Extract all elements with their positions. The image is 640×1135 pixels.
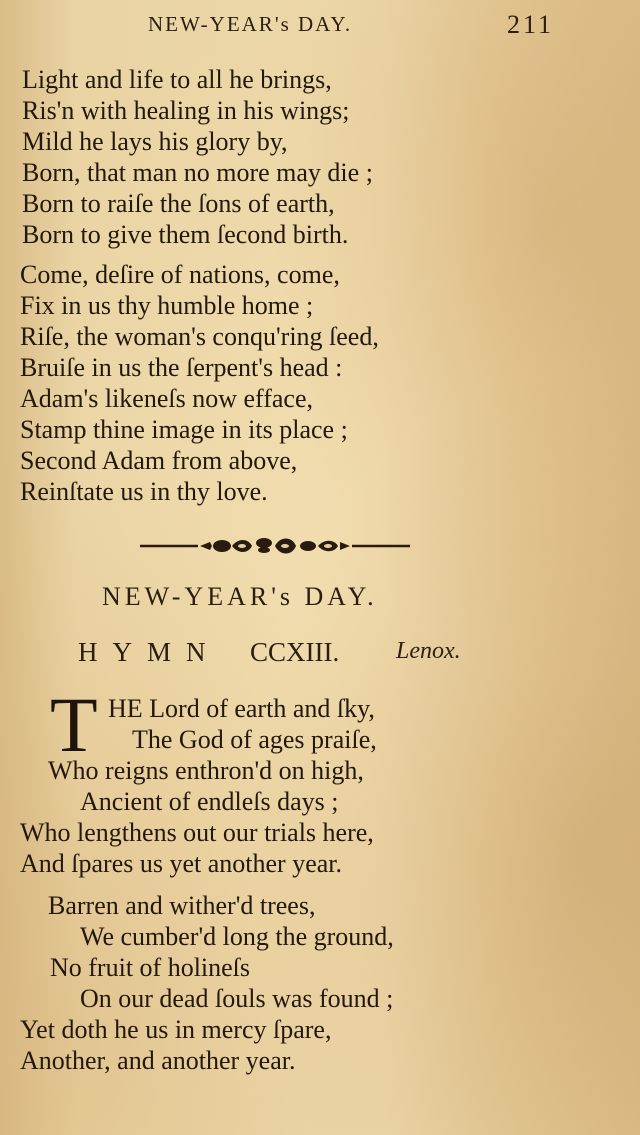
page-number: 211 — [507, 10, 555, 39]
verse-line: Who lengthens out our trials here, — [20, 818, 374, 847]
section-title: NEW-YEAR's DAY. — [102, 582, 378, 611]
verse-line: Second Adam from above, — [20, 446, 298, 475]
running-title: NEW-YEAR's DAY. — [148, 12, 353, 36]
drop-cap: T — [50, 681, 98, 768]
verse-line: Another, and another year. — [20, 1046, 296, 1075]
verse-line: Yet doth he us in mercy ſpare, — [20, 1015, 332, 1044]
tune-name: Lenox. — [396, 638, 461, 664]
verse-line: Bruiſe in us the ſerpent's head : — [20, 353, 343, 382]
hymn-number: CCXIII. — [250, 637, 340, 667]
verse-line: Stamp thine image in its place ; — [20, 415, 348, 444]
verse-line: Adam's likeneſs now efface, — [20, 384, 313, 413]
verse-line: Reinſtate us in thy love. — [20, 477, 268, 506]
verse-line: Mild he lays his glory by, — [22, 127, 288, 156]
verse-line: Born, that man no more may die ; — [22, 158, 373, 187]
running-head — [0, 12, 640, 42]
verse-line: Who reigns enthron'd on high, — [48, 756, 364, 785]
verse-line: Ris'n with healing in his wings; — [22, 96, 350, 125]
ornament-highlights — [238, 544, 332, 548]
verse-line: HE Lord of earth and ſky, — [108, 694, 375, 723]
verse-line: Come, deſire of nations, come, — [20, 260, 340, 289]
verse-line: Born to raiſe the ſons of earth, — [22, 189, 335, 218]
verse-line: And ſpares us yet another year. — [20, 849, 343, 878]
verse-line: Fix in us thy humble home ; — [20, 291, 314, 320]
ornament-divider — [140, 530, 410, 562]
verse-line: Barren and wither'd trees, — [48, 891, 316, 920]
verse-line: Riſe, the woman's conqu'ring ſeed, — [20, 322, 379, 351]
verse-line: On our dead ſouls was found ; — [80, 984, 394, 1013]
verse-line: Light and life to all he brings, — [22, 65, 332, 94]
verse-line: The God of ages praiſe, — [132, 725, 377, 754]
verse-line: Ancient of endleſs days ; — [80, 787, 339, 816]
hymn-label: HYMN — [78, 637, 221, 667]
verse-line: Born to give them ſecond birth. — [22, 220, 349, 249]
verse-line: We cumber'd long the ground, — [80, 922, 394, 951]
verse-line: No fruit of holineſs — [50, 953, 251, 982]
